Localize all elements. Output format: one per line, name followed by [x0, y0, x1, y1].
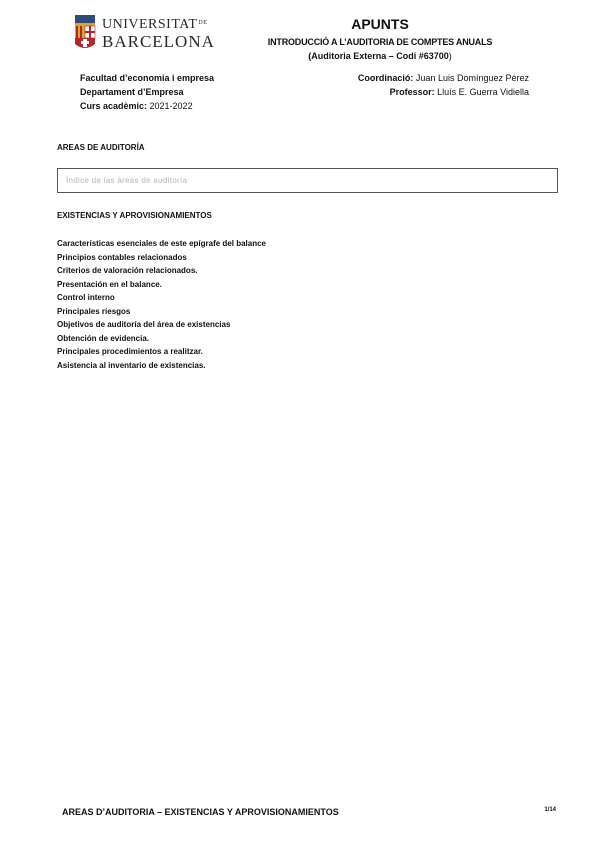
list-item: Principales riesgos: [57, 306, 131, 316]
university-logo: [74, 14, 214, 54]
table-of-contents-box[interactable]: [57, 168, 558, 193]
faculty-name: Facultad d’economia i empresa: [80, 73, 215, 83]
list-item: Criterios de valoración relacionados.: [57, 266, 198, 275]
topic-list: [57, 237, 266, 372]
staff-info: [358, 71, 529, 99]
list-item: Objetivos de auditoría del área de existencias: [57, 320, 231, 329]
course-code: (Auditoria Externa – Codi #63700): [308, 51, 452, 61]
list-item: Presentación en el balance.: [57, 279, 162, 289]
page-number: 1/14: [544, 807, 556, 813]
coordinator: Coordinació: Juan Luis Domínguez Pérez: [357, 73, 529, 83]
list-item: Control interno: [57, 293, 115, 302]
university-shield-icon: [74, 14, 96, 52]
list-item: Asistencia al inventario de existencias.: [57, 360, 206, 370]
faculty-info: [80, 71, 214, 113]
section-heading: AREAS DE AUDITORÍA: [57, 143, 145, 152]
list-item: Principios contables relacionados: [57, 252, 187, 262]
logo-wordmark-bottom: BARCELONA: [102, 32, 215, 51]
footer-title: AREAS D’AUDITORIA – EXISTENCIAS Y APROVISIONAMIENTOS: [62, 807, 339, 817]
list-item: Características esenciales de este epígrafe del balance: [57, 239, 267, 248]
logo-wordmark-top: $UNIVERSITAT^{DE}$: [102, 17, 208, 32]
list-item: Principales procedimientos a realitzar.: [57, 347, 203, 356]
document-subtitle: INTRODUCCIÓ A L’AUDITORIA DE COMPTES ANUALS: [267, 37, 493, 47]
subsection-heading: EXISTENCIAS Y APROVISIONAMIENTOS: [57, 211, 212, 220]
document-title: APUNTS: [351, 16, 409, 32]
toc-placeholder: Índice de las áreas de auditoría: [66, 176, 188, 185]
department-name: Departament d’Empresa: [80, 87, 184, 97]
academic-year: Curs acadèmic: 2021-2022: [80, 101, 193, 111]
list-item: Obtención de evidencia.: [57, 333, 150, 343]
professor: Professor: Lluís E. Guerra Vidiella: [389, 87, 529, 97]
